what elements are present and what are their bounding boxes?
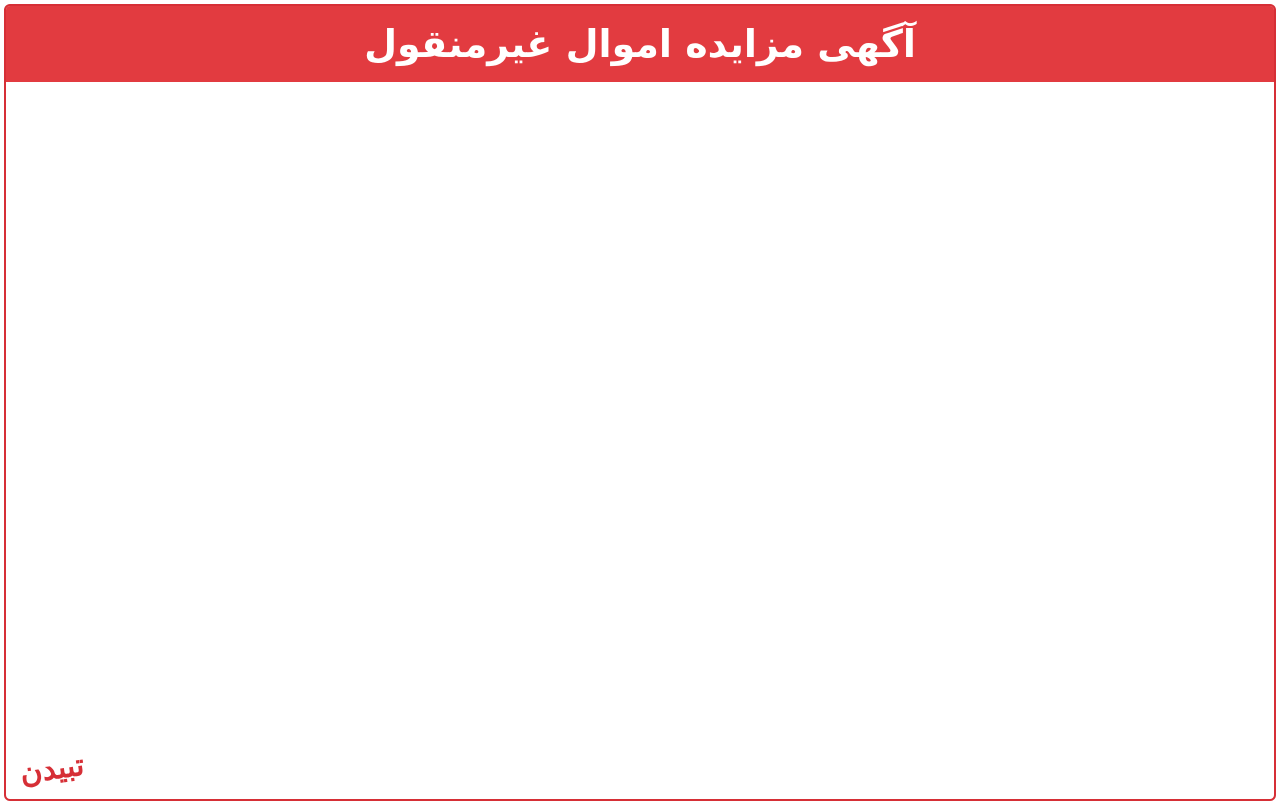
header-banner [6,6,1274,82]
announcement-sheet [4,4,1276,801]
newspaper-masthead: تبیدن [17,747,87,792]
announcement-title: آگهی مزایده اموال غیرمنقول [364,22,916,66]
